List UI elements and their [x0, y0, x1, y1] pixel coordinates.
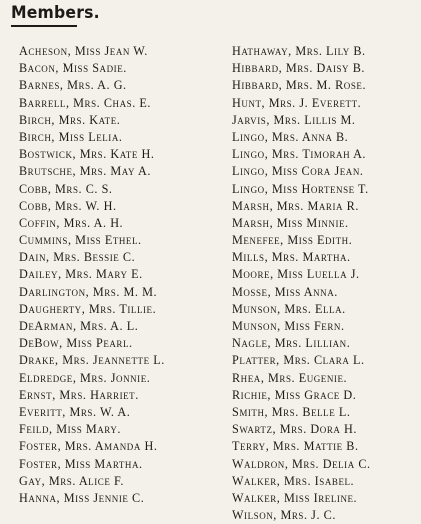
member-entry: Everitt, Mrs. W. A. [19, 404, 131, 419]
member-entry: Richie, Miss Grace D. [232, 387, 357, 402]
member-entry: Lingo, Miss Hortense T. [232, 181, 369, 196]
member-entry: Mills, Mrs. Martha. [232, 250, 351, 265]
member-entry: Marsh, Miss Minnie. [232, 215, 349, 230]
member-entry: Dain, Mrs. Bessie C. [19, 250, 136, 265]
members-column-left [19, 43, 165, 507]
member-entry: Jarvis, Mrs. Lillis M. [232, 112, 356, 127]
member-entry: Moore, Miss Luella J. [232, 267, 360, 282]
member-entry: Platter, Mrs. Clara L. [232, 353, 365, 368]
member-entry: Ernst, Mrs. Harriet. [19, 387, 139, 402]
member-entry: Waldron, Mrs. Delia C. [232, 456, 371, 471]
member-entry: Acheson, Miss Jean W. [19, 44, 148, 58]
member-entry: Foster, Mrs. Amanda H. [19, 439, 158, 454]
member-entry: Cummins, Miss Ethel. [19, 233, 142, 248]
member-entry: Birch, Mrs. Kate. [19, 112, 121, 127]
member-entry: Daugherty, Mrs. Tillie. [19, 301, 157, 316]
member-entry: Bacon, Miss Sadie. [19, 61, 127, 76]
member-entry: Lingo, Mrs. Timorah A. [232, 147, 367, 162]
member-entry: DeArman, Mrs. A. L. [19, 319, 139, 333]
member-entry: Menefee, Miss Edith. [232, 233, 353, 248]
member-entry: Hunt, Mrs. J. Everett. [232, 95, 362, 110]
member-entry: Munson, Mrs. Ella. [232, 301, 346, 316]
member-entry: Dailey, Mrs. Mary E. [19, 267, 143, 282]
member-entry: Bostwick, Mrs. Kate H. [19, 147, 155, 162]
heading-underline [11, 25, 77, 27]
members-column-right [232, 43, 371, 524]
member-entry: Hibbard, Mrs. Daisy B. [232, 61, 365, 76]
member-entry: Eldredge, Mrs. Jonnie. [19, 370, 151, 385]
member-entry: Hathaway, Mrs. Lily B. [232, 44, 366, 58]
member-entry: Darlington, Mrs. M. M. [19, 284, 158, 299]
member-entry: Barrell, Mrs. Chas. E. [19, 95, 151, 110]
member-entry: DeBow, Miss Pearl. [19, 336, 133, 351]
member-entry: Birch, Miss Lelia. [19, 129, 123, 144]
member-entry: Lingo, Mrs. Anna B. [232, 129, 349, 144]
member-entry: Marsh, Mrs. Maria R. [232, 198, 359, 213]
member-entry: Rhea, Mrs. Eugenie. [232, 370, 348, 385]
member-entry: Walker, Mrs. Isabel. [232, 473, 355, 488]
member-entry: Hibbard, Mrs. M. Rose. [232, 78, 367, 93]
member-entry: Feild, Miss Mary. [19, 422, 121, 437]
page-heading: Members. [11, 3, 100, 23]
member-entry: Barnes, Mrs. A. G. [19, 78, 127, 93]
member-entry: Walker, Miss Ireline. [232, 490, 358, 505]
member-entry: Cobb, Mrs. C. S. [19, 181, 113, 196]
member-entry: Terry, Mrs. Mattie B. [232, 439, 359, 454]
member-entry: Lingo, Miss Cora Jean. [232, 164, 364, 179]
member-entry: Nagle, Mrs. Lillian. [232, 336, 351, 351]
member-entry: Munson, Miss Fern. [232, 319, 345, 333]
member-entry: Gay, Mrs. Alice F. [19, 473, 124, 488]
member-entry: Cobb, Mrs. W. H. [19, 198, 117, 213]
member-entry: Coffin, Mrs. A. H. [19, 215, 124, 230]
member-entry: Drake, Mrs. Jeannette L. [19, 353, 165, 368]
member-entry: Swartz, Mrs. Dora H. [232, 422, 357, 437]
member-entry: Foster, Miss Martha. [19, 456, 143, 471]
member-entry: Wilson, Mrs. J. C. [232, 508, 336, 523]
member-entry: Hanna, Miss Jennie C. [19, 490, 145, 505]
member-entry: Brutsche, Mrs. May A. [19, 164, 151, 179]
member-entry: Mosse, Miss Anna. [232, 284, 338, 299]
member-entry: Smith, Mrs. Belle L. [232, 404, 351, 419]
